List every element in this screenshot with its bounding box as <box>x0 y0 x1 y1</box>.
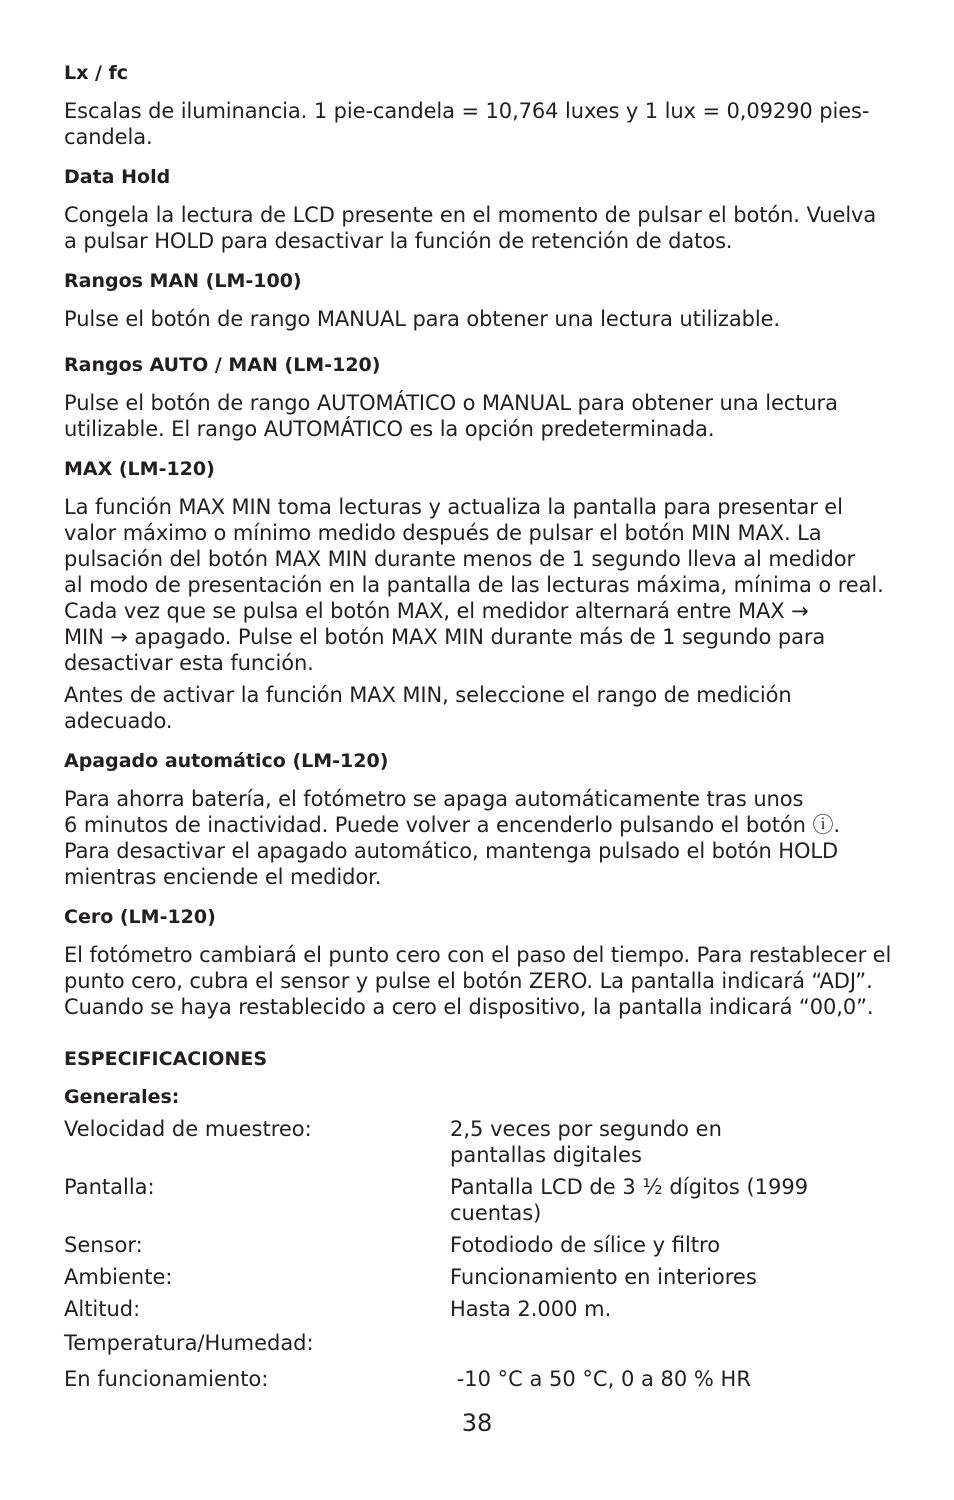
spec-value: Fotodiodo de sílice y filtro <box>450 1233 721 1257</box>
section-data-hold <box>64 164 894 254</box>
section-max <box>64 456 894 734</box>
section-heading: Cero (LM-120) <box>64 906 216 928</box>
section-paragraph: El fotómetro cambiará el punto cero con el paso del tiempo. Para restablecer el punto cero, cubra el sensor y pulse el botón ZERO. La pantalla indicará “ADJ”. Cuando se haya restablecido a cero el dispositivo, la pantalla indicará “00,0”. <box>64 943 892 1019</box>
section-rangos-auto-man <box>64 352 894 442</box>
spec-label: Velocidad de muestreo: <box>64 1117 312 1141</box>
section-cero <box>64 904 894 1020</box>
section-paragraph: Pulse el botón de rango AUTOMÁTICO o MANUAL para obtener una lectura utilizable. El rango AUTOMÁTICO es la opción predeterminada. <box>64 391 838 441</box>
section-paragraph: Escalas de iluminancia. 1 pie-candela = 10,764 luxes y 1 lux = 0,09290 pies- candela. <box>64 99 870 149</box>
section-paragraph: Congela la lectura de LCD presente en el momento de pulsar el botón. Vuelva a pulsar HOLD para desactivar la función de retención de datos. <box>64 203 877 253</box>
specifications <box>64 1046 894 1392</box>
section-paragraph: Pulse el botón de rango MANUAL para obtener una lectura utilizable. <box>64 307 780 331</box>
spec-label: En funcionamiento: <box>64 1367 269 1391</box>
spec-value: 2,5 veces por segundo en pantallas digitales <box>450 1117 722 1167</box>
section-heading: Data Hold <box>64 166 171 188</box>
section-paragraph: La función MAX MIN toma lecturas y actualiza la pantalla para presentar el valor máximo o mínimo medido después de pulsar el botón MIN MAX. La pulsación del botón MAX MIN durante menos de 1 segundo lleva al medidor al modo de presentación en la pantalla de las lecturas máxima, mínima o real. Cada vez que se pulsa el botón MAX, el medidor alternará entre MAX → MIN → apagado. Pulse el botón MAX MIN durante más de 1 segundo para desactivar esta función. <box>64 495 884 675</box>
spec-value: -10 °C a 50 °C, 0 a 80 % HR <box>450 1367 751 1391</box>
spec-label: Sensor: <box>64 1233 143 1257</box>
section-heading: Apagado automático (LM-120) <box>64 750 389 772</box>
spec-row <box>64 1330 894 1356</box>
section-lx-fc <box>64 60 894 150</box>
specifications-subtitle: Generales: <box>64 1086 180 1108</box>
section-heading: Rangos AUTO / MAN (LM-120) <box>64 354 381 376</box>
spec-row <box>64 1116 894 1168</box>
spec-label: Ambiente: <box>64 1265 173 1289</box>
spec-row <box>64 1296 894 1322</box>
spec-row <box>64 1264 894 1290</box>
spec-row <box>64 1366 894 1392</box>
spec-value: Hasta 2.000 m. <box>450 1297 612 1321</box>
section-apagado-automatico <box>64 748 894 890</box>
spec-label: Altitud: <box>64 1297 141 1321</box>
section-heading: MAX (LM-120) <box>64 458 215 480</box>
specifications-title: ESPECIFICACIONES <box>64 1048 268 1070</box>
section-heading: Rangos MAN (LM-100) <box>64 270 302 292</box>
spec-label: Pantalla: <box>64 1175 155 1199</box>
section-paragraph: Para ahorra batería, el fotómetro se apaga automáticamente tras unos 6 minutos de inactividad. Puede volver a encenderlo pulsando el botón ⓘ. Para desactivar el apagado automático, mantenga pulsado el botón HOLD mientras enciende el medidor. <box>64 787 840 889</box>
page-number: 38 <box>461 1409 493 1437</box>
spec-row <box>64 1174 894 1226</box>
page-content <box>64 60 894 1392</box>
spec-label: Temperatura/Humedad: <box>64 1331 314 1355</box>
spec-row <box>64 1232 894 1258</box>
section-heading: Lx / fc <box>64 62 129 84</box>
section-rangos-man <box>64 268 894 332</box>
spec-value <box>450 1330 894 1356</box>
section-paragraph: Antes de activar la función MAX MIN, seleccione el rango de medición adecuado. <box>64 683 792 733</box>
spec-value: Funcionamiento en interiores <box>450 1265 757 1289</box>
spec-value: Pantalla LCD de 3 ½ dígitos (1999 cuentas) <box>450 1175 809 1225</box>
